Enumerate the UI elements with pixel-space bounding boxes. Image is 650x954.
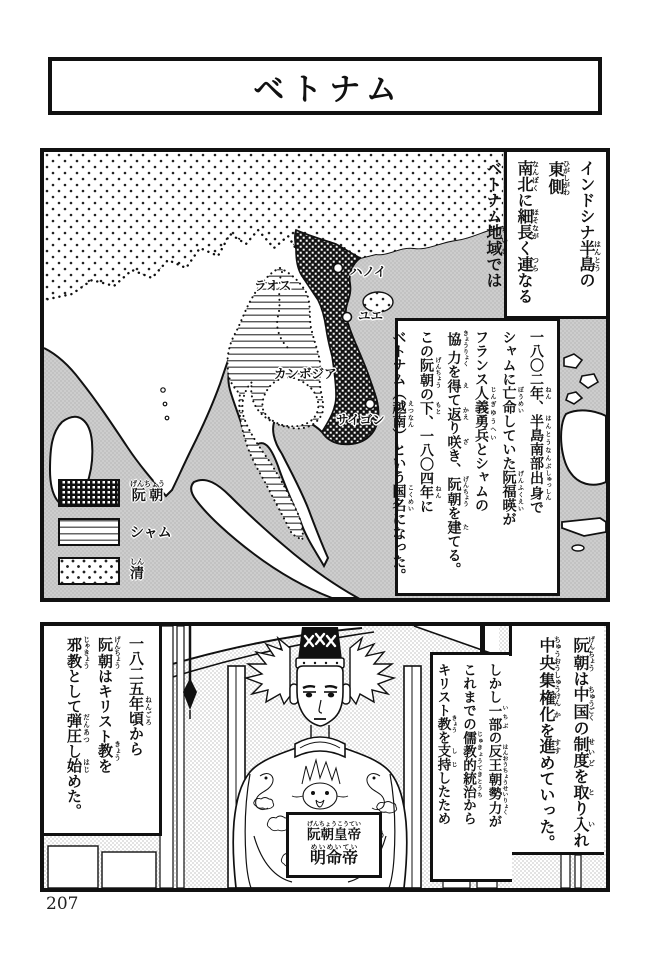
hue-dot	[343, 313, 352, 322]
narration-block-opposition	[430, 652, 512, 882]
narration-line: しかし一部 いちぶの反王朝勢力 はんおうちょうせいりょくが	[486, 663, 507, 829]
narration-line: 中央集権 ちゅうおうしゅうけん化 かを進 すすめていった。	[537, 636, 561, 851]
narration-block-persecution	[44, 626, 162, 836]
legend-swatch-siam	[58, 518, 120, 546]
narration-line: ベトナム地域 ちいきでは	[484, 160, 508, 288]
narration-line: ベトナム（越南 えつなん）という国名 こくめいになった。	[391, 330, 414, 582]
narration-block-intro	[484, 152, 606, 319]
plate-name: 明命帝めいめいてい	[309, 844, 358, 868]
plate-title: 阮朝皇帝げんちょうこうてい	[306, 822, 361, 843]
narration-block-centralization	[512, 626, 604, 855]
narration-line: シャムに亡命 ぼうめいしていた阮福暎 げんふくえいが	[501, 330, 524, 526]
map-label-saigon: サイゴン	[336, 413, 385, 427]
panel-divider	[509, 626, 512, 656]
narration-line: フランス人 じん義勇兵 ぎゆうへいとシャムの	[474, 330, 496, 512]
legend-label-qing: 清しん	[130, 559, 144, 581]
narration-line: キリスト教 きょうを支持 しじしたため	[435, 663, 456, 825]
legend-label-nguyen: 阮朝げんちょう	[130, 481, 165, 503]
narration-line: 一八二五年頃 ねんごろから	[127, 636, 151, 756]
map-legend	[58, 478, 172, 595]
legend-row-nguyen	[58, 478, 172, 508]
map-label-hanoi: ハノイ	[350, 265, 387, 279]
narration-line: 協力 きょうりょくを得 えて返 かえり咲 ざき、阮朝 げんちょうを建 たてる。	[446, 330, 469, 577]
narration-line: インドシナ半島 はんとうの東側 ひがしがわ	[546, 160, 601, 288]
legend-row-siam	[58, 517, 172, 547]
narration-line: 一八〇二年 ねん、半島南部 はんとうなんぶ出身 しゅっしんで	[529, 330, 551, 515]
narration-line: 邪教 じゃきょうとして弾圧 だんあつし始 はじめた。	[65, 636, 89, 819]
narration-line: これまでの儒教的統治 じゅきょうてきとうちから	[461, 663, 482, 825]
map-label-hue: ユエ	[358, 309, 384, 323]
lion-face	[303, 783, 337, 809]
emperor-name-plate	[286, 812, 382, 878]
page-number: 207	[46, 894, 79, 914]
narration-block-founding	[391, 318, 560, 596]
map-label-laos: ラオス	[254, 279, 292, 293]
saigon-dot	[366, 400, 375, 409]
emperor-crown	[298, 627, 342, 660]
chapter-title-box	[48, 57, 602, 115]
narration-line: 南北 なんぼくに細長 ほそながく連 つらなる	[515, 160, 539, 304]
narration-line: 阮朝 げんちょうはキリスト教 きょうを	[96, 636, 120, 774]
legend-swatch-qing	[58, 557, 120, 585]
narration-line: この阮朝 げんちょうの下 もと、一八〇四年 ねんに	[419, 330, 441, 514]
map-label-cambodia: カンボジア	[274, 367, 337, 381]
hanoi-dot	[334, 264, 343, 273]
legend-swatch-nguyen	[58, 479, 120, 507]
chapter-title: ベトナム	[253, 71, 404, 107]
legend-row-qing	[58, 556, 172, 586]
legend-label-siam: シャム	[130, 524, 172, 540]
narration-line: 阮朝 げんちょうは中国 ちゅうごくの制度 せいどを取 とり入 いれ	[571, 636, 595, 849]
